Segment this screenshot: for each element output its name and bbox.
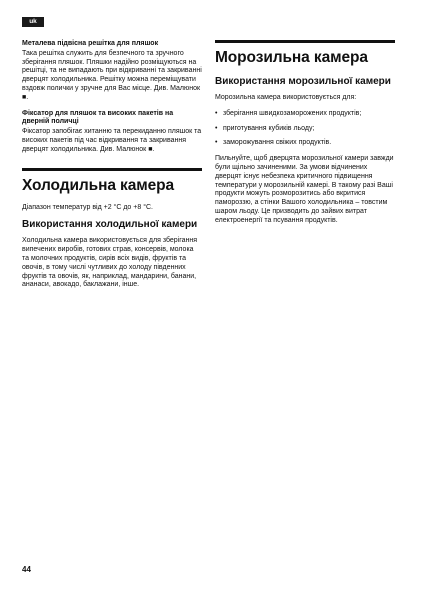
temperature-range-text: Діапазон температур від +2 °C до +8 °C. <box>22 203 153 211</box>
bottle-rack-text: Така решітка служить для безпечного та зручного зберігання пляшок. Пляшки надійно розміщуються на решітці, та не випадають при відкриванні та закриванні дверцят холодильника. Решітку можна переміщувати вздовж полички у зручне для Вас місце. Див. Малюнок ■. <box>22 49 202 101</box>
freezer-use-heading: Використання морозильної камери <box>215 76 391 87</box>
bottle-rack-title: Металева підвісна решітка для пляшок <box>22 40 159 47</box>
fridge-use-heading: Використання холодильної камери <box>22 219 198 231</box>
fridge-section-heading: Холодильна камера <box>22 168 202 195</box>
bottle-fixer-title: Фіксатор для пляшок та високих пакетів на дверній поличці <box>22 109 174 126</box>
freezer-warning-text: Пильнуйте, щоб дверцята морозильної камери завжди були щільно зачиненими. За умови відчинених дверцят існує небезпека критичного підвищення температури у морозильній камері. В такому разі Ваші продукти можуть розморозитись або вкритися памороззю, а стінки Вашого холодильника – товстим шаром льоду. Це призводить до зайвих витрат електроенергії та псування продуктів. <box>215 155 394 224</box>
right-column <box>215 40 395 233</box>
left-column <box>22 40 202 297</box>
page-number: 44 <box>22 565 31 574</box>
freezer-section-heading: Морозильна камера <box>215 40 395 67</box>
bottle-fixer-text: Фіксатор запобігає хитанню та перекиданню пляшок та високих пакетів під час відкривання та закривання дверцят холодильника. Див. Малюнок ■. <box>22 128 202 153</box>
language-tag: uk <box>22 17 44 27</box>
list-item: • зберігання швидкозаморожених продуктів; <box>215 110 395 119</box>
freezer-use-list <box>215 110 395 148</box>
list-item: • заморожування свіжих продуктів. <box>215 139 395 148</box>
freezer-intro-text: Морозильна камера використовується для: <box>215 94 357 101</box>
list-item: • приготування кубиків льоду; <box>215 125 395 134</box>
fridge-use-text: Холодильна камера використовується для зберігання випечених виробів, готових страв, консервів, молока та молочних продуктів, сирів всіх видів, фруктів та овочів, в тому числі чутливих до холоду південних фруктів та овочів, як, наприклад, мандарини, банани, ананаси, авокадо, баклажани, інше. <box>22 237 198 289</box>
